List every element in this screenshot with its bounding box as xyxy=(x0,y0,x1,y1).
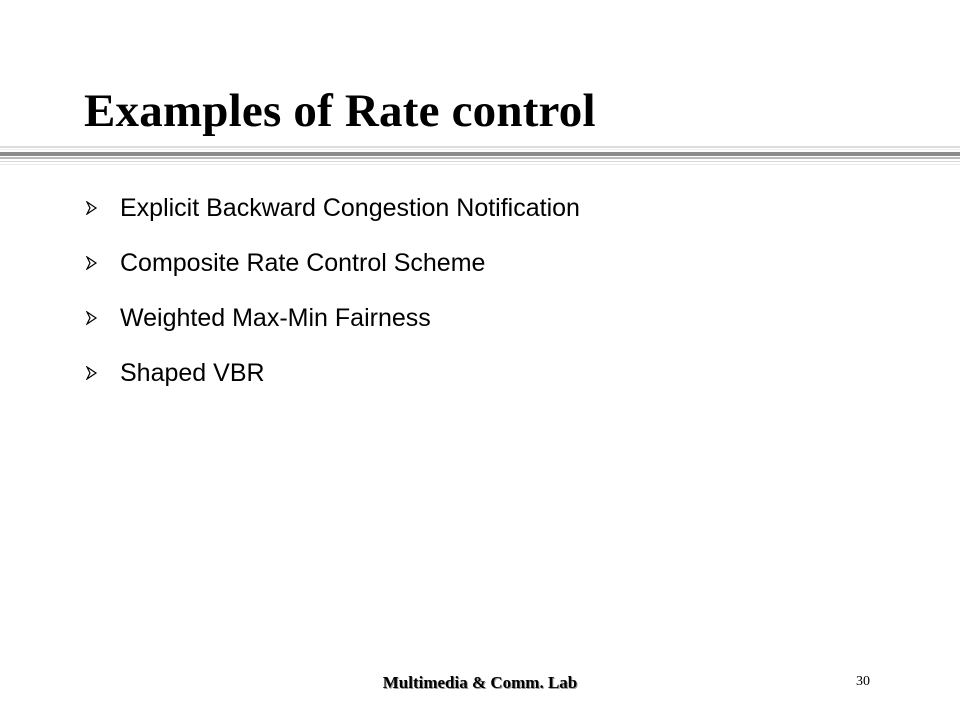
bullet-item xyxy=(84,180,580,235)
slide-title: Examples of Rate control xyxy=(84,85,596,137)
arrowhead-bullet-icon xyxy=(84,311,120,325)
bullet-item xyxy=(84,235,580,290)
bullet-label: Weighted Max-Min Fairness xyxy=(120,303,431,332)
title-divider xyxy=(0,146,960,166)
footer-lab-name: Multimedia & Comm. Lab xyxy=(382,673,578,692)
bullet-list xyxy=(84,180,580,400)
bullet-label: Shaped VBR xyxy=(120,358,265,387)
bullet-label: Composite Rate Control Scheme xyxy=(120,248,486,277)
bullet-label: Explicit Backward Congestion Notification xyxy=(120,193,580,222)
arrowhead-bullet-icon xyxy=(84,366,120,380)
page-number: 30 xyxy=(856,674,870,689)
arrowhead-bullet-icon xyxy=(84,201,120,215)
bullet-item xyxy=(84,345,580,400)
bullet-item xyxy=(84,290,580,345)
arrowhead-bullet-icon xyxy=(84,256,120,270)
